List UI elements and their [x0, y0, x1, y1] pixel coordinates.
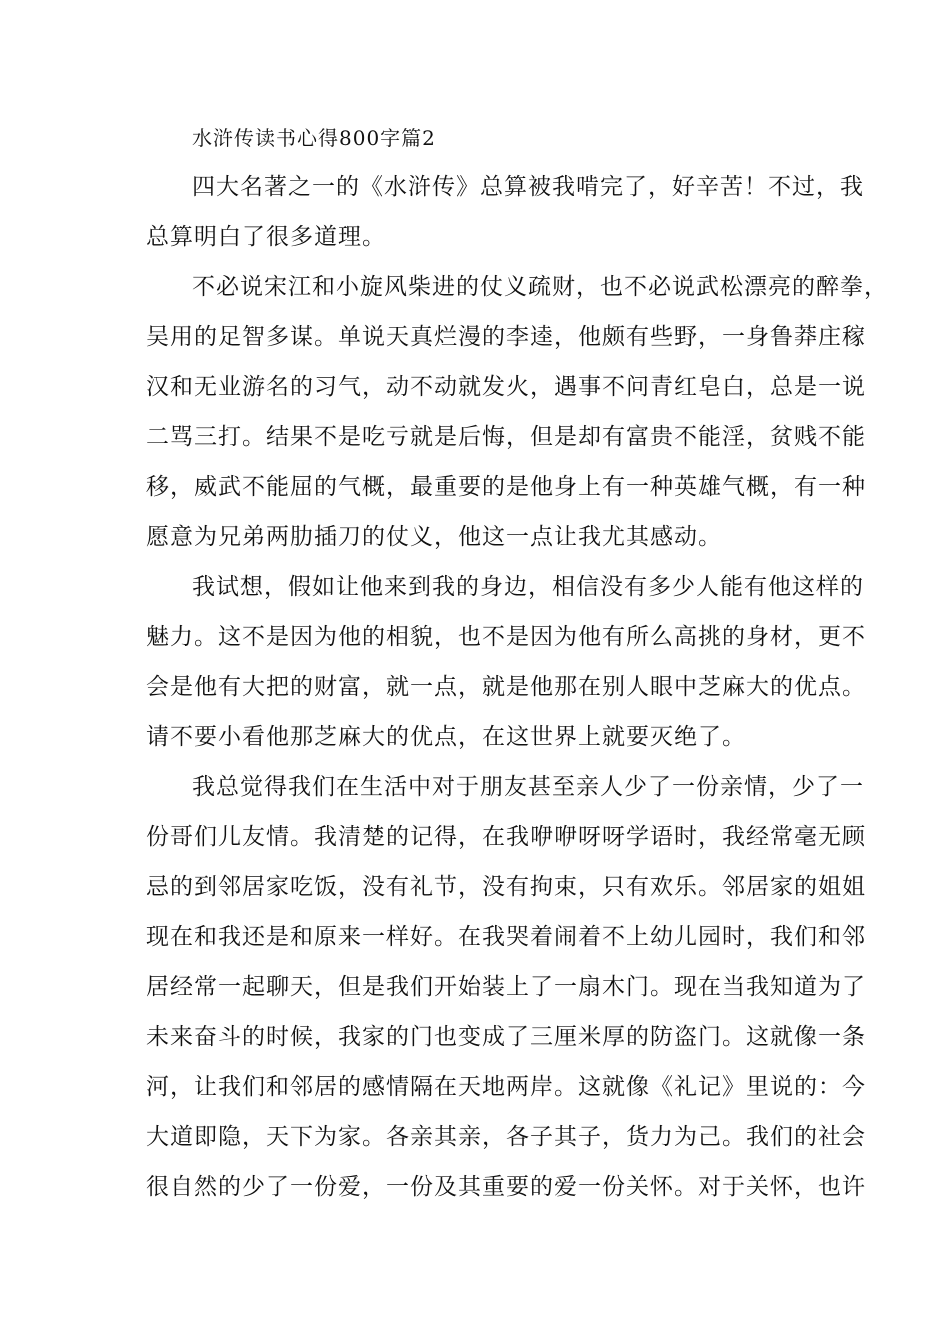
- paragraph-line: 河，让我们和邻居的感情隔在天地两岸。这就像《礼记》里说的：今: [146, 1074, 866, 1100]
- paragraph-line: 份哥们儿友情。我清楚的记得，在我咿咿呀呀学语时，我经常毫无顾: [146, 824, 866, 850]
- paragraph-line: 我总觉得我们在生活中对于朋友甚至亲人少了一份亲情，少了一: [192, 774, 864, 800]
- paragraph-line: 吴用的足智多谋。单说天真烂漫的李逵，他颇有些野，一身鲁莽庄稼: [146, 324, 866, 350]
- paragraph-line: 我试想，假如让他来到我的身边，相信没有多少人能有他这样的: [192, 574, 864, 600]
- paragraph-line: 很自然的少了一份爱，一份及其重要的爱一份关怀。对于关怀，也许: [146, 1174, 866, 1200]
- paragraph-line: 总算明白了很多道理。: [146, 224, 386, 250]
- paragraph-line: 会是他有大把的财富，就一点，就是他那在别人眼中芝麻大的优点。: [146, 674, 866, 700]
- paragraph-line: 汉和无业游名的习气，动不动就发火，遇事不问青红皂白，总是一说: [146, 374, 866, 400]
- paragraph-line: 现在和我还是和原来一样好。在我哭着闹着不上幼儿园时，我们和邻: [146, 924, 866, 950]
- paragraph-line: 不必说宋江和小旋风柴进的仗义疏财，也不必说武松漂亮的醉拳，: [192, 274, 888, 300]
- paragraph-line: 请不要小看他那芝麻大的优点，在这世界上就要灭绝了。: [146, 724, 746, 750]
- paragraph-line: 愿意为兄弟两肋插刀的仗义，他这一点让我尤其感动。: [146, 524, 722, 550]
- paragraph-line: 大道即隐，天下为家。各亲其亲，各子其子，货力为己。我们的社会: [146, 1124, 866, 1150]
- paragraph-line: 二骂三打。结果不是吃亏就是后悔，但是却有富贵不能淫，贫贱不能: [146, 424, 866, 450]
- section-heading: 水浒传读书心得800字篇2: [192, 126, 436, 150]
- paragraph-line: 未来奋斗的时候，我家的门也变成了三厘米厚的防盗门。这就像一条: [146, 1024, 866, 1050]
- paragraph-line: 四大名著之一的《水浒传》总算被我啃完了，好辛苦！不过，我: [192, 174, 864, 200]
- paragraph-line: 魅力。这不是因为他的相貌，也不是因为他有所么高挑的身材，更不: [146, 624, 866, 650]
- paragraph-line: 居经常一起聊天，但是我们开始装上了一扇木门。现在当我知道为了: [146, 974, 866, 1000]
- paragraph-line: 忌的到邻居家吃饭，没有礼节，没有拘束，只有欢乐。邻居家的姐姐: [146, 874, 866, 900]
- paragraph-line: 移，威武不能屈的气概，最重要的是他身上有一种英雄气概，有一种: [146, 474, 866, 500]
